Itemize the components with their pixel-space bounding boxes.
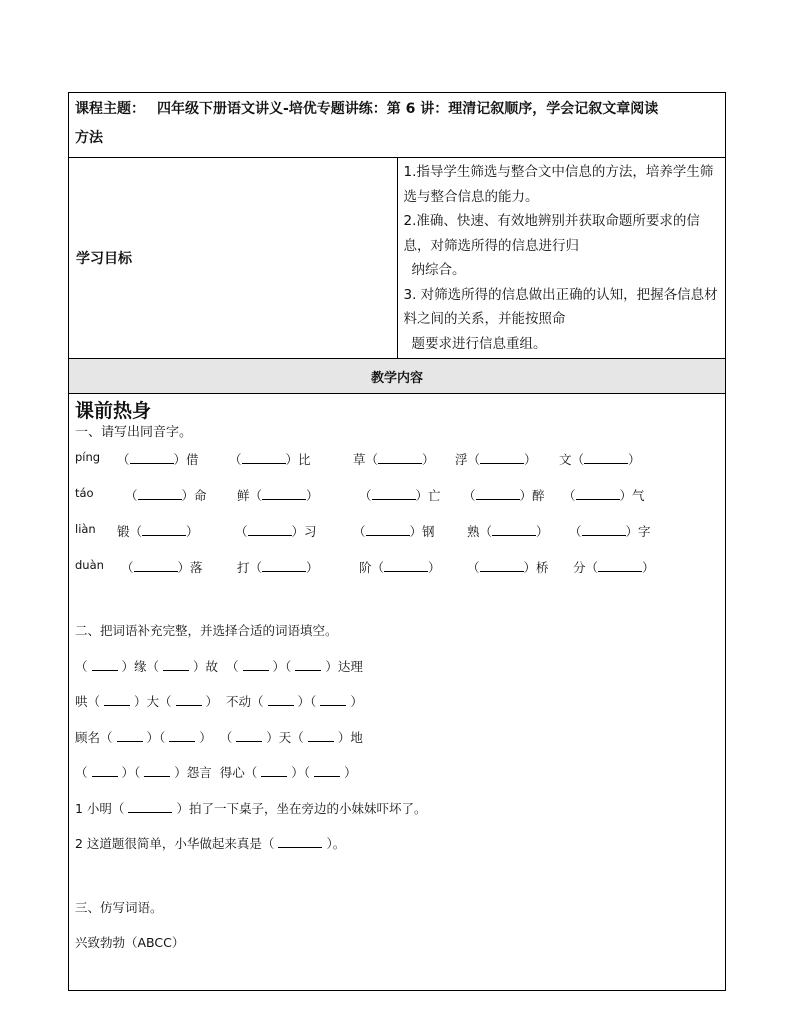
answer-blank[interactable] (295, 660, 321, 671)
answer-blank[interactable] (598, 561, 642, 572)
answer-blank[interactable] (476, 489, 520, 500)
answer-blank[interactable] (243, 660, 269, 671)
answer-blank[interactable] (268, 695, 294, 706)
answer-blank[interactable] (144, 766, 170, 777)
content-header: 教学内容 (69, 359, 726, 394)
pinyin-label: liàn (75, 522, 96, 536)
answer-blank[interactable] (384, 561, 428, 572)
warmup-heading: 课前热身 (75, 400, 152, 422)
answer-blank[interactable] (92, 660, 118, 671)
course-title-text: 四年级下册语文讲义-培优专题讲练：第 6 讲：理清记叙顺序，学会记叙文章阅读 (157, 101, 659, 117)
course-title-text-cont: 方法 (75, 130, 103, 146)
answer-blank[interactable] (176, 695, 202, 706)
course-title-label: 课程主题： (75, 101, 145, 117)
idiom-line: 哄（ ）大（ ） 不动（ ）（ ） (75, 694, 363, 709)
answer-blank[interactable] (576, 489, 620, 500)
answer-blank[interactable] (92, 766, 118, 777)
answer-blank[interactable] (242, 453, 286, 464)
answer-blank[interactable] (169, 731, 195, 742)
answer-blank[interactable] (117, 731, 143, 742)
section-homophones: 一、请写出同音字。 (75, 425, 193, 440)
answer-blank[interactable] (262, 489, 306, 500)
homophone-row: duàn （ ）落 打（ ） 阶（ ） （ ）桥 分（ ） (75, 558, 655, 575)
idiom-line: （ ）（ ）怨言 得心（ ）（ ） (75, 765, 357, 780)
answer-blank[interactable] (128, 802, 172, 813)
answer-blank[interactable] (134, 561, 178, 572)
fill-sentence-1: 1 小明（ ）拍了一下桌子，坐在旁边的小妹妹吓坏了。 (75, 800, 427, 816)
answer-blank[interactable] (480, 453, 524, 464)
section-idioms: 二、把词语补充完整，并选择合适的词语填空。 (75, 623, 338, 638)
course-title-cell (69, 93, 726, 158)
pinyin-label: píng (75, 450, 101, 464)
goal-item: 2.准确、快速、有效地辨别并获取命题所要求的信息，对筛选所得的信息进行归 (403, 213, 700, 254)
answer-blank[interactable] (104, 695, 130, 706)
answer-blank[interactable] (261, 766, 287, 777)
answer-blank[interactable] (480, 561, 524, 572)
section-imitate: 三、仿写词语。 (75, 899, 163, 915)
goal-item: 1.指导学生筛选与整合文中信息的方法，培养学生筛选与整合信息的能力。 (403, 164, 714, 205)
answer-blank[interactable] (492, 525, 536, 536)
answer-blank[interactable] (378, 453, 422, 464)
fill-sentence-2: 2 这道题很简单，小华做起来真是（ ）。 (75, 836, 346, 851)
pinyin-label: táo (75, 486, 94, 500)
goal-item: 题要求进行信息重组。 (411, 335, 547, 352)
idiom-line: （ ）缘（ ）故 （ ）（ ）达理 (75, 658, 363, 674)
answer-blank[interactable] (248, 525, 292, 536)
goal-item: 3. 对筛选所得的信息做出正确的认知，把握各信息材料之间的关系，并能按照命 (403, 286, 718, 327)
content-cell (69, 394, 726, 991)
lesson-table (68, 92, 726, 991)
answer-blank[interactable] (142, 525, 186, 536)
goals-label: 学习目标 (69, 158, 398, 359)
answer-blank[interactable] (366, 525, 410, 536)
answer-blank[interactable] (372, 489, 416, 500)
imitate-example: 兴致勃勃（ABCC） (75, 935, 185, 950)
answer-blank[interactable] (320, 695, 346, 706)
answer-blank[interactable] (308, 731, 334, 742)
answer-blank[interactable] (278, 837, 322, 848)
homophone-row: liàn 锻（ ） （ ）习 （ ）钢 熟（ ） （ ）字 (75, 522, 651, 539)
answer-blank[interactable] (130, 453, 174, 464)
homophone-row: táo （ ）命 鲜（ ） （ ）亡 （ ）醉 （ ）气 (75, 486, 645, 503)
answer-blank[interactable] (138, 489, 182, 500)
worksheet (68, 92, 726, 991)
answer-blank[interactable] (314, 766, 340, 777)
pinyin-label: duàn (75, 558, 104, 572)
goal-item: 纳综合。 (411, 262, 466, 278)
answer-blank[interactable] (262, 561, 306, 572)
answer-blank[interactable] (582, 525, 626, 536)
idiom-line: 顾名（ ）（ ） （ ）天（ ）地 (75, 729, 363, 745)
answer-blank[interactable] (584, 453, 628, 464)
homophone-row: píng （ ）借 （ ）比 草（ ） 浮（ ） 文（ ） (75, 450, 641, 467)
goals-list (397, 158, 726, 359)
answer-blank[interactable] (236, 731, 262, 742)
answer-blank[interactable] (163, 660, 189, 671)
